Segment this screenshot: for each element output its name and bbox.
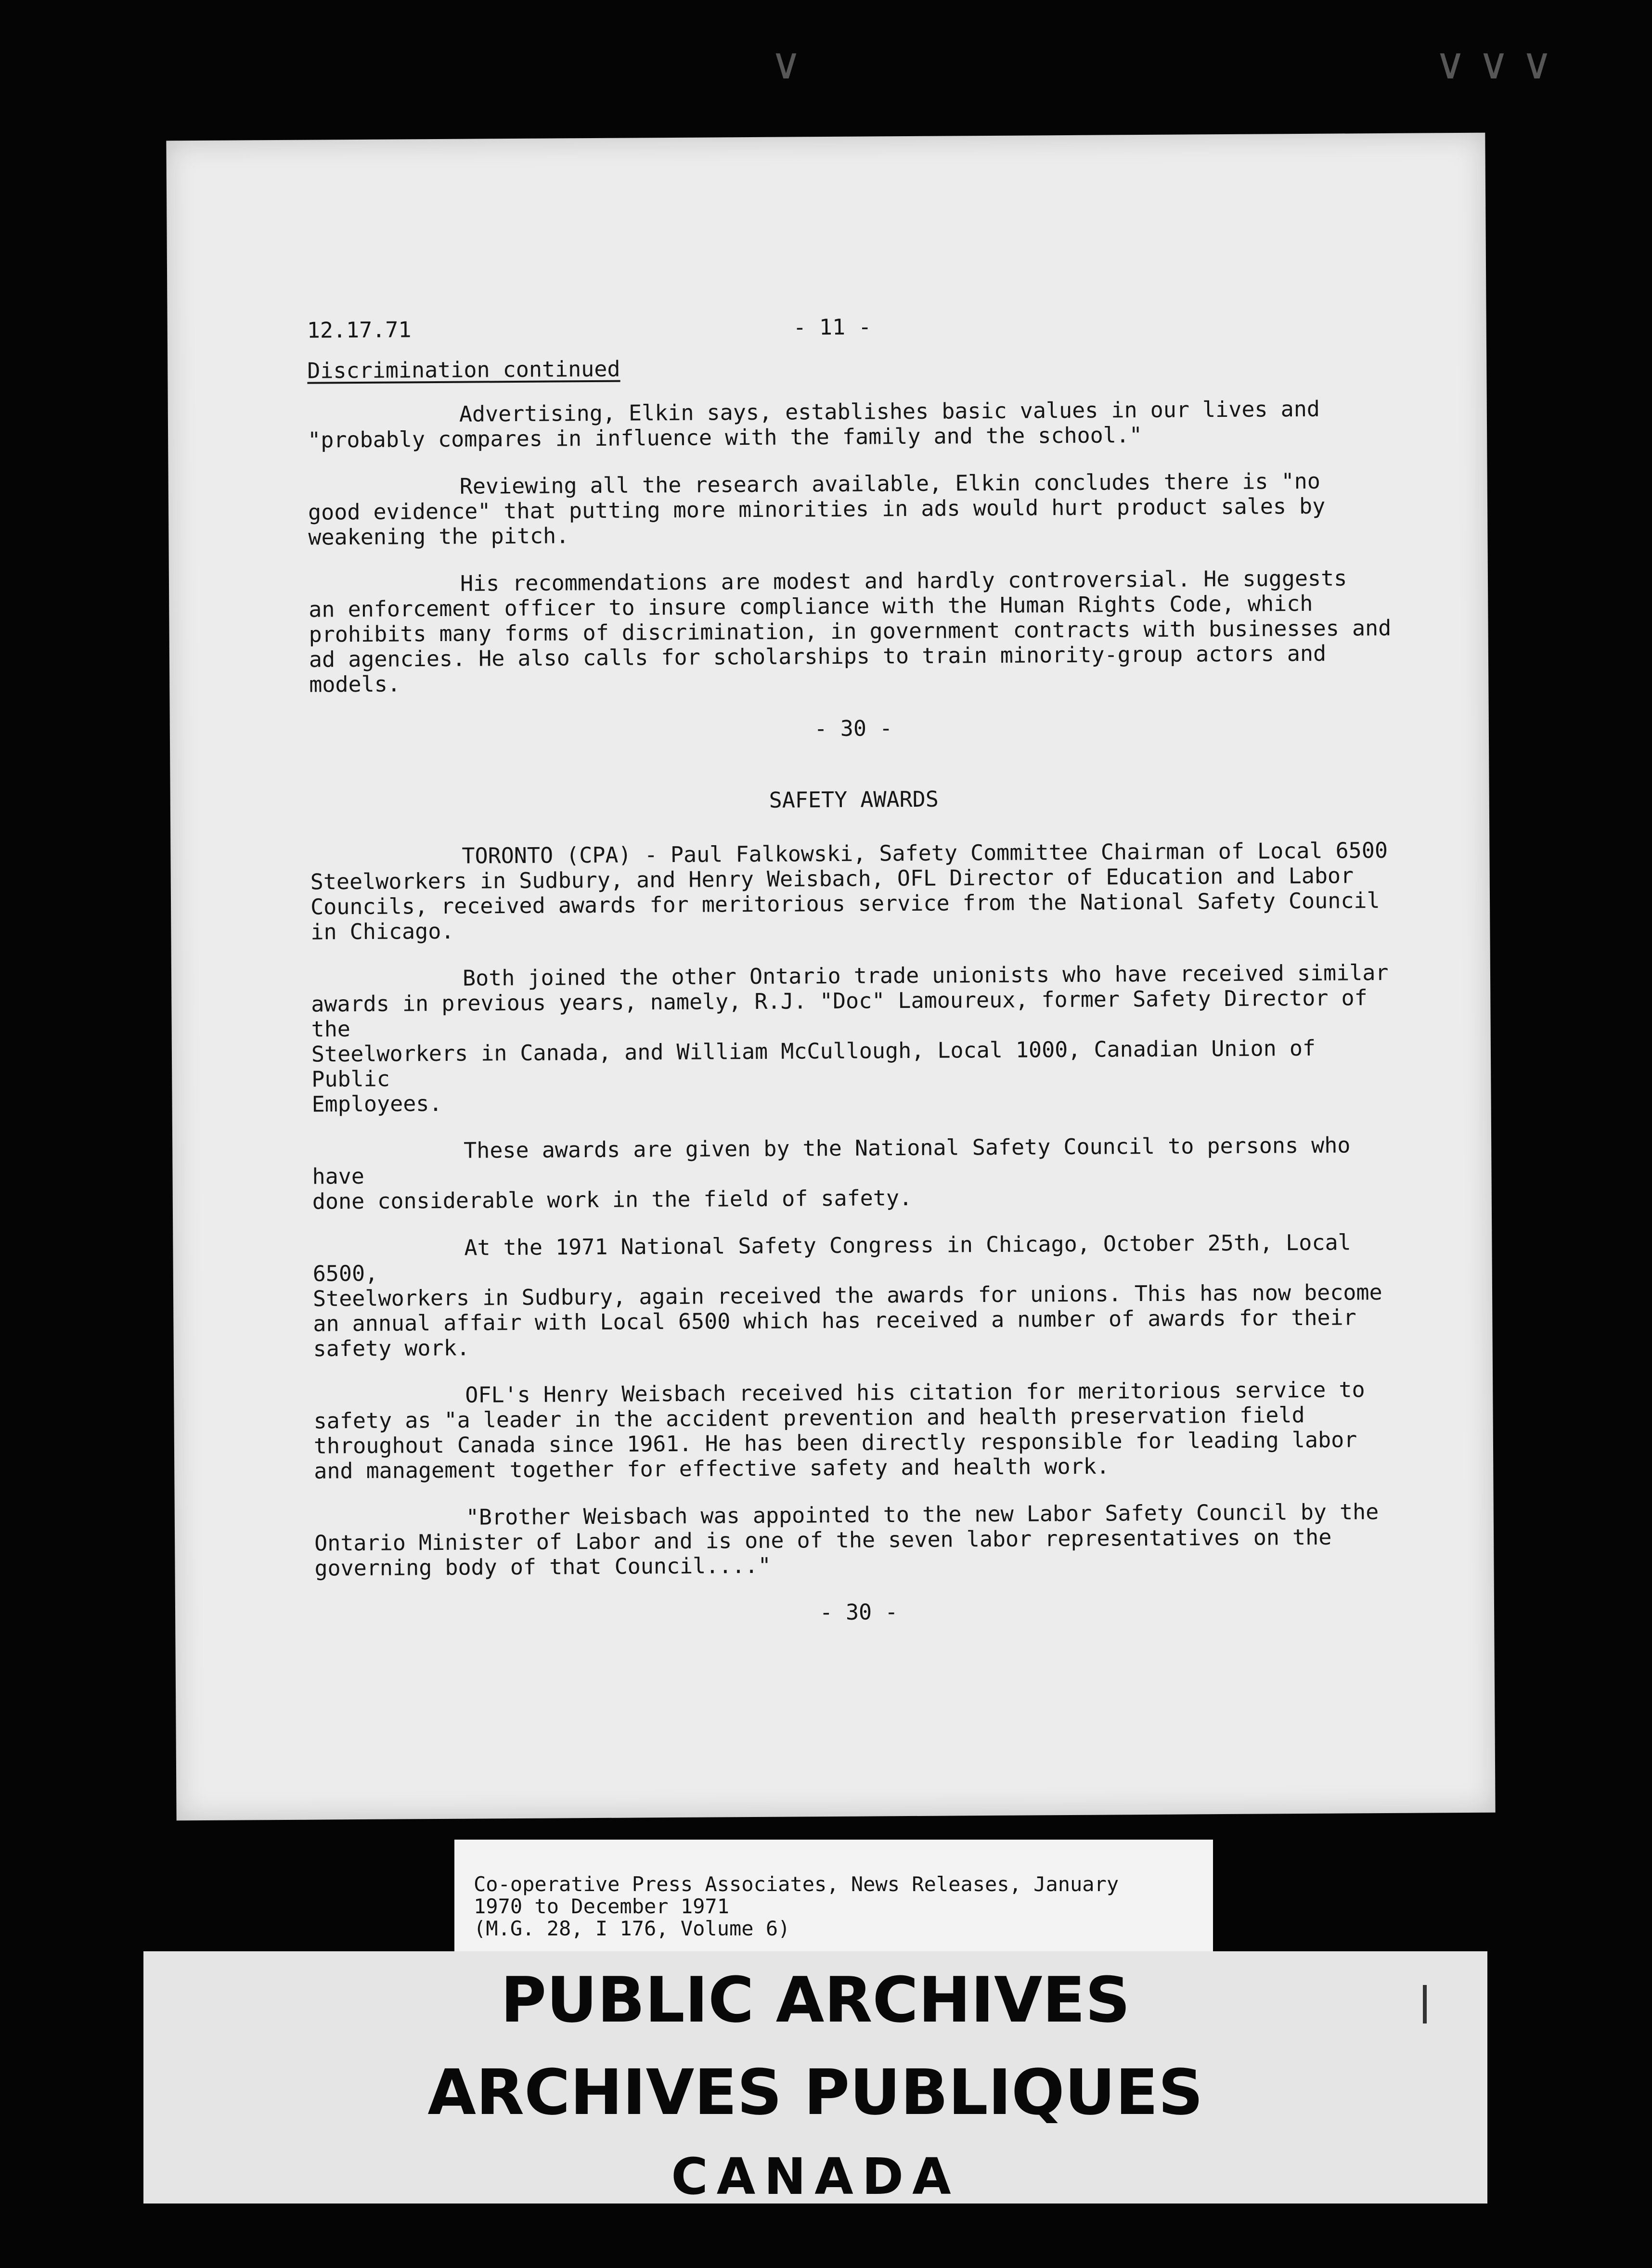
section-heading: Discrimination continued [307,356,620,384]
release-date: 12.17.71 [307,317,412,343]
banner-line-public-archives: PUBLIC ARCHIVES [500,1963,1131,2036]
banner-mark [1423,1985,1427,2023]
paragraph: OFL's Henry Weisbach received his citation for meritorious service to safety as "a leader in the accident prevention and health preservation field throughout Canada since 1961. He has been directly responsible for leading labor and management together for effective safety and health work. [313,1377,1365,1484]
document-body [307,311,1403,1675]
film-mark-glyph: ∨ [1521,39,1553,89]
paragraph: Advertising, Elkin says, establishes basic values in our lives and "probably compares in influence with the family and the school." [308,396,1320,453]
page-header [307,311,1395,347]
story-title: SAFETY AWARDS [769,786,939,813]
film-edge-marks [0,39,1652,96]
film-mark-glyph: ∨ [770,39,802,89]
document-page [166,133,1495,1821]
paragraph: TORONTO (CPA) - Paul Falkowski, Safety Committee Chairman of Local 6500 Steelworkers in Sudbury, and Henry Weisbach, OFL Director of Education and Labor Councils, received awards for meritorious service from the National Safety Council in Chicago. [310,837,1388,945]
page-number: - 11 - [793,314,872,340]
paragraph: "Brother Weisbach was appointed to the new Labor Safety Council by the Ontario Minister of Labor and is one of the seven labor representatives on the governing body of that Council...." [314,1499,1379,1581]
paragraph: His recommendations are modest and hardly controversial. He suggests an enforcement officer to insure compliance with the Human Rights Code, which prohibits many forms of discrimination, in government contracts with businesses and ad agencies. He also calls for scholarships to train minority-group actors and models. [309,565,1392,697]
paragraph: Reviewing all the research available, Elkin concludes there is "no good evidence" that putting more minorities in ads would hurt product sales by weakening the pitch. [308,468,1326,550]
end-mark: - 30 - [814,715,893,742]
archive-banner [143,1951,1487,2204]
paragraph: At the 1971 National Safety Congress in Chicago, October 25th, Local 6500, Steelworkers in Sudbury, again received the awards for unions. This has now become an annual affair with Local 6500 which has received a number of awards for their safety work. [312,1229,1382,1362]
archive-reference-card: Co-operative Press Associates, News Releases, January 1970 to December 1971 (M.G. 28, I 176, Volume 6) [454,1840,1213,1953]
paragraph: Both joined the other Ontario trade unionists who have received similar awards in previous years, namely, R.J. "Doc" Lamoureux, former Safety Director of the Steelworkers in Canada, and William McCullough, Local 1000, Canadian Union of Public Employees. [311,959,1389,1117]
end-mark: - 30 - [819,1599,898,1625]
paragraph: These awards are given by the National Safety Council to persons who have done considerable work in the field of safety. [312,1132,1351,1214]
banner-line-canada: CANADA [671,2147,960,2206]
film-mark-glyph: ∨ [1478,39,1510,89]
film-mark-glyph: ∨ [1434,39,1466,89]
banner-line-archives-publiques: ARCHIVES PUBLIQUES [427,2056,1203,2129]
